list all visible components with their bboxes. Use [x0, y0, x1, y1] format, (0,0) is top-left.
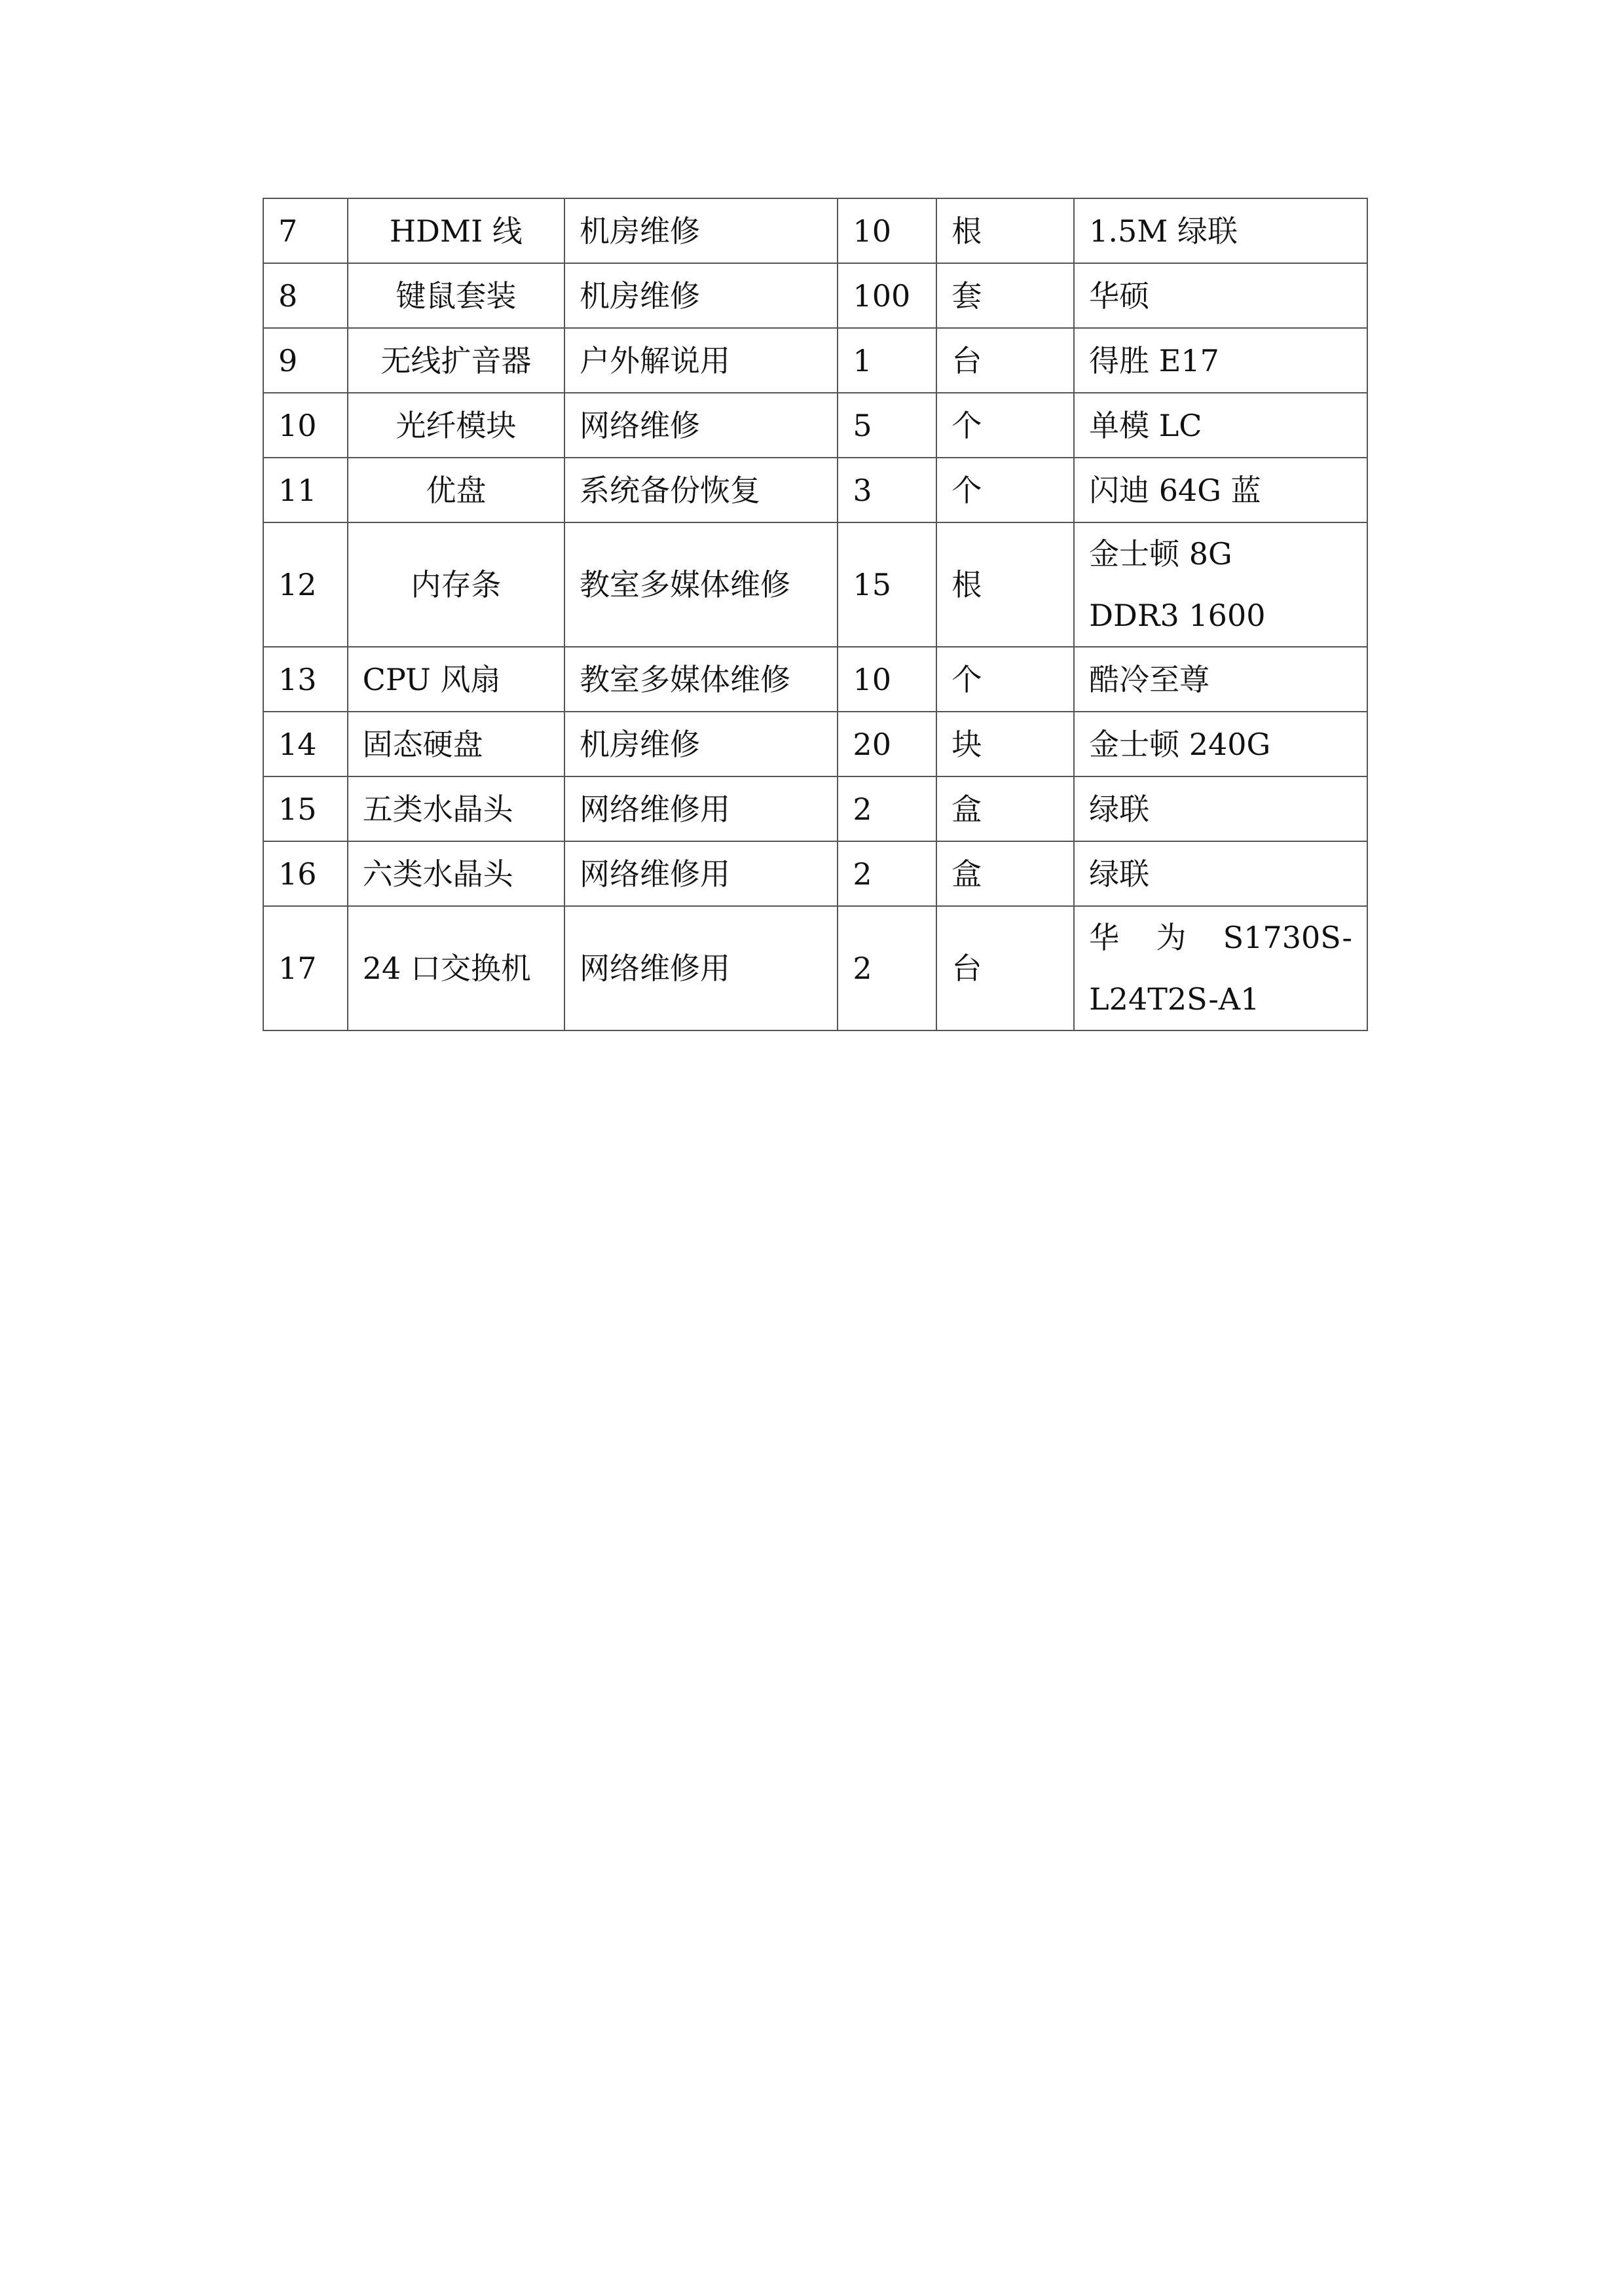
cell-no: 14 — [263, 712, 348, 776]
cell-qty: 2 — [838, 841, 936, 906]
cell-spec: 闪迪 64G 蓝 — [1074, 458, 1367, 522]
cell-unit: 台 — [936, 906, 1074, 1030]
cell-no: 13 — [263, 647, 348, 712]
cell-unit: 块 — [936, 712, 1074, 776]
cell-no: 7 — [263, 198, 348, 263]
cell-name: 无线扩音器 — [348, 328, 564, 393]
cell-usage: 教室多媒体维修 — [564, 647, 838, 712]
table-row — [263, 906, 1367, 1030]
equipment-table — [263, 198, 1368, 1031]
cell-usage: 机房维修 — [564, 712, 838, 776]
cell-spec: 绿联 — [1074, 776, 1367, 841]
cell-no: 12 — [263, 522, 348, 647]
spec-word: 华 — [1089, 920, 1120, 955]
cell-spec: 金士顿 240G — [1074, 712, 1367, 776]
cell-usage: 网络维修 — [564, 393, 838, 458]
cell-usage: 机房维修 — [564, 198, 838, 263]
cell-qty: 10 — [838, 647, 936, 712]
table-row — [263, 841, 1367, 906]
cell-qty: 15 — [838, 522, 936, 647]
table-row — [263, 712, 1367, 776]
cell-no: 9 — [263, 328, 348, 393]
cell-qty: 2 — [838, 906, 936, 1030]
cell-unit: 根 — [936, 522, 1074, 647]
cell-spec — [1074, 906, 1367, 1030]
cell-name: 五类水晶头 — [348, 776, 564, 841]
cell-name: 六类水晶头 — [348, 841, 564, 906]
cell-unit: 盒 — [936, 841, 1074, 906]
table-row — [263, 458, 1367, 522]
cell-name: 键鼠套装 — [348, 263, 564, 328]
table-row — [263, 522, 1367, 647]
spec-line: L24T2S-A1 — [1089, 981, 1260, 1017]
cell-usage: 户外解说用 — [564, 328, 838, 393]
cell-unit: 盒 — [936, 776, 1074, 841]
cell-qty: 100 — [838, 263, 936, 328]
spec-line — [1089, 907, 1367, 968]
cell-spec: 得胜 E17 — [1074, 328, 1367, 393]
cell-no: 15 — [263, 776, 348, 841]
cell-spec: 华硕 — [1074, 263, 1367, 328]
cell-name: 固态硬盘 — [348, 712, 564, 776]
cell-spec: 绿联 — [1074, 841, 1367, 906]
cell-usage: 网络维修用 — [564, 776, 838, 841]
cell-usage: 系统备份恢复 — [564, 458, 838, 522]
spec-word: 为 — [1156, 920, 1187, 955]
cell-unit: 个 — [936, 393, 1074, 458]
equipment-table-body — [263, 198, 1367, 1030]
cell-spec: 1.5M 绿联 — [1074, 198, 1367, 263]
cell-spec: 单模 LC — [1074, 393, 1367, 458]
table-row — [263, 393, 1367, 458]
table-row — [263, 198, 1367, 263]
spec-line: 金士顿 8G — [1089, 536, 1232, 572]
spec-word: S1730S- — [1223, 920, 1352, 955]
cell-qty: 5 — [838, 393, 936, 458]
cell-spec: 酷冷至尊 — [1074, 647, 1367, 712]
cell-qty: 3 — [838, 458, 936, 522]
spec-line: DDR3 1600 — [1089, 598, 1266, 633]
table-row — [263, 263, 1367, 328]
cell-unit: 台 — [936, 328, 1074, 393]
cell-no: 17 — [263, 906, 348, 1030]
cell-qty: 10 — [838, 198, 936, 263]
cell-qty: 2 — [838, 776, 936, 841]
cell-usage: 网络维修用 — [564, 841, 838, 906]
table-row — [263, 647, 1367, 712]
cell-name: 内存条 — [348, 522, 564, 647]
cell-usage: 机房维修 — [564, 263, 838, 328]
table-row — [263, 776, 1367, 841]
cell-no: 10 — [263, 393, 348, 458]
cell-unit: 个 — [936, 647, 1074, 712]
cell-name: 光纤模块 — [348, 393, 564, 458]
cell-unit: 个 — [936, 458, 1074, 522]
cell-no: 11 — [263, 458, 348, 522]
cell-no: 8 — [263, 263, 348, 328]
cell-name: 优盘 — [348, 458, 564, 522]
cell-qty: 20 — [838, 712, 936, 776]
cell-name: CPU 风扇 — [348, 647, 564, 712]
cell-name: 24 口交换机 — [348, 906, 564, 1030]
cell-usage: 教室多媒体维修 — [564, 522, 838, 647]
cell-spec — [1074, 522, 1367, 647]
cell-qty: 1 — [838, 328, 936, 393]
cell-usage: 网络维修用 — [564, 906, 838, 1030]
cell-name: HDMI 线 — [348, 198, 564, 263]
cell-unit: 根 — [936, 198, 1074, 263]
table-row — [263, 328, 1367, 393]
cell-unit: 套 — [936, 263, 1074, 328]
cell-no: 16 — [263, 841, 348, 906]
